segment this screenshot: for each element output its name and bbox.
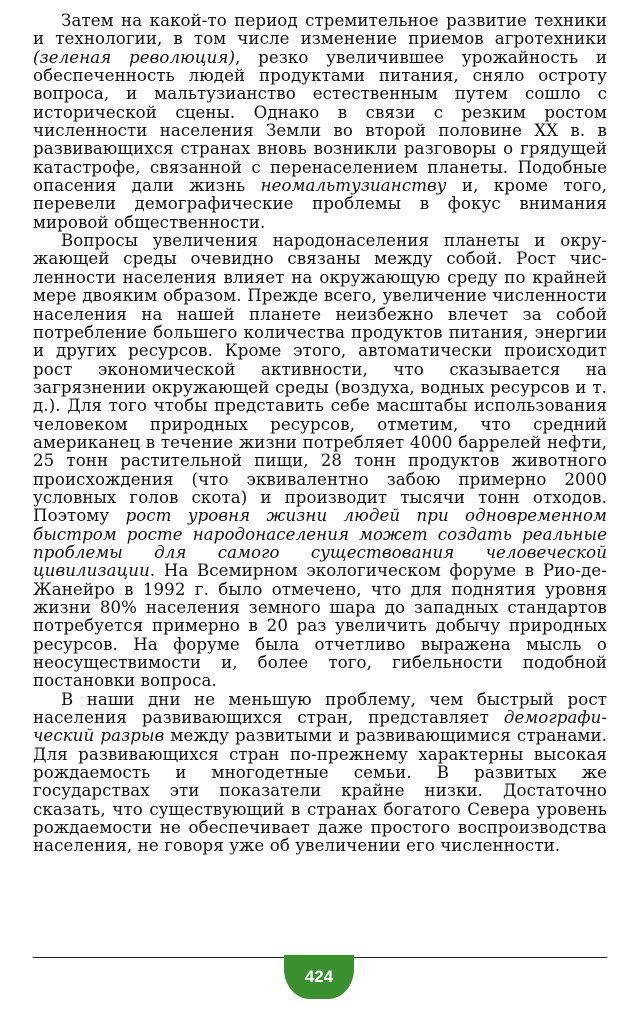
text-run: Затем на какой-то период стремительное развитие техники и технологии, в том числе изменение приемов агротехники [33, 11, 607, 49]
text-run: и, кроме того, перевели демографические проблемы в фокус внимания мировой общественности. [33, 176, 607, 232]
italic-run: рост уровня жизни людей при одновременном быстром росте народонаселения может создать реальные проблемы для самого существования человеческой цивилизации [33, 506, 608, 581]
italic-run: демографический разрыв [33, 708, 607, 746]
body-text [33, 12, 607, 856]
italic-run: неомальтузианству [260, 176, 447, 196]
page-number-badge [284, 955, 354, 999]
text-run: . На Всемирном экологическом форуме в Рио-де-Жанейро в 1992 г. было отмечено, что для поднятия уровня жизни 80% населения земного шара до западных стандартов потребуется примерно в 20 раз увеличить добычу природных ресурсов. На форуме была отчетливо выражена мысль о неосуществимости и, более того, гибельности подобной постановки вопроса. [33, 561, 607, 691]
text-run: В наши дни не меньшую проблему, чем быстрый рост населения развивающихся стран, представляет [33, 689, 607, 728]
paragraph [33, 12, 607, 232]
paragraph [33, 232, 607, 691]
text-run: Вопросы увеличения народонаселения планеты и окружающей среды очевидно связаны между собой. Рост численности населения влияет на окружающую среду по крайней мере двояким образом. Прежде всего, увеличение численности населения на нашей планете неизбежно влечет за собой потребление большего количества продуктов питания, энергии и других ресурсов. Кроме этого, автоматически происходит рост экономической активности, что сказывается на загрязнении окружающей среды (воздуха, водных ресурсов и т. д.). Для того чтобы представить себе масштабы использования человеком природных ресурсов, отметим, что средний американец в течение жизни потребляет 4000 баррелей нефти, 25 тонн растительной пищи, 28 тонн продуктов животного происхождения (что эквивалентно забою примерно 2000 условных голов скота) и производит тысячи тонн отходов. Поэтому [33, 231, 607, 526]
italic-run: (зеленая революция) [33, 47, 236, 67]
paragraph [33, 691, 607, 856]
page-number: 424 [304, 967, 334, 986]
text-run: между развитыми и развивающимися странами. Для развивающихся стран по-прежнему характерны высокая рождаемость и многодетные семьи. В развитых же государствах эти показатели крайне низки. Достаточно сказать, что существующий в странах богатого Севера уровень рождаемости не обеспечивает даже простого воспроизводства населения, не говоря уже об увеличении его численности. [33, 726, 608, 856]
text-run: , резко увеличившее урожайность и обеспеченность людей продуктами питания, сняло остроту вопроса, и мальтузианство естественным путем сошло с исторической сцены. Однако в связи с резким ростом численности населения Земли во второй половине XX в. в развивающихся странах вновь возникли разговоры о грядущей катастрофе, связанной с перенаселением планеты. Подобные опасения дали жизнь [33, 47, 607, 196]
